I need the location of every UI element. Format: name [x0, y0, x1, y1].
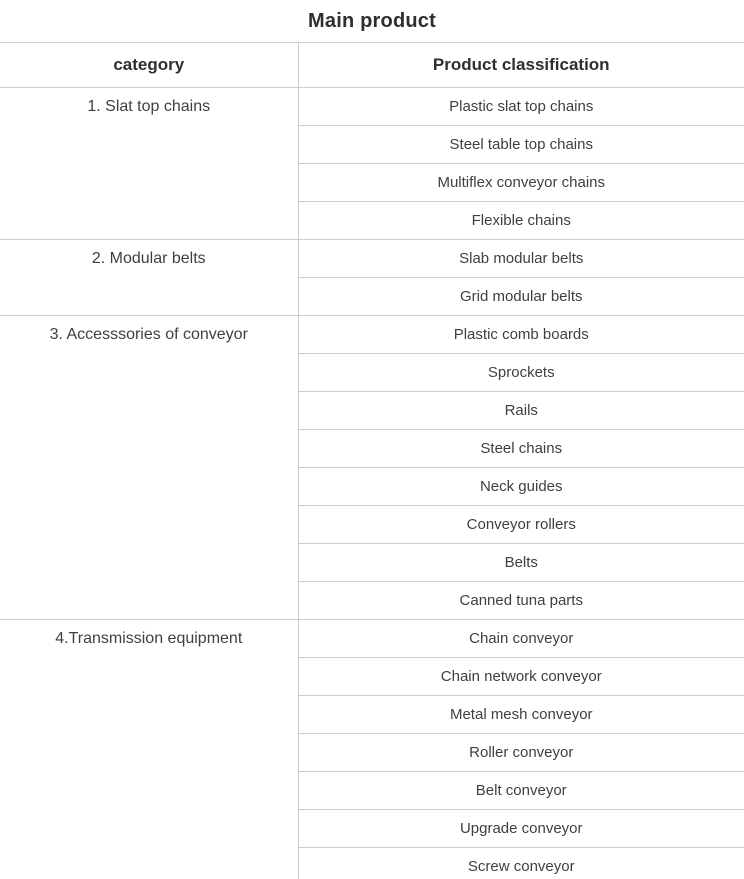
- classification-cell: Chain conveyor: [298, 620, 744, 658]
- table-row: [0, 316, 744, 354]
- category-cell: 2. Modular belts: [0, 240, 298, 316]
- table-row: [0, 240, 744, 278]
- classification-cell: Belts: [298, 544, 744, 582]
- classification-cell: Steel chains: [298, 430, 744, 468]
- classification-cell: Plastic comb boards: [298, 316, 744, 354]
- column-header-category: category: [0, 43, 298, 88]
- header-row: [0, 43, 744, 88]
- product-table: [0, 42, 744, 879]
- classification-cell: Grid modular belts: [298, 278, 744, 316]
- page-title: Main product: [308, 9, 436, 32]
- classification-cell: Roller conveyor: [298, 734, 744, 772]
- table-row: [0, 620, 744, 658]
- classification-cell: Belt conveyor: [298, 772, 744, 810]
- classification-cell: Steel table top chains: [298, 126, 744, 164]
- category-cell: 3. Accesssories of conveyor: [0, 316, 298, 620]
- classification-cell: Canned tuna parts: [298, 582, 744, 620]
- classification-cell: Flexible chains: [298, 202, 744, 240]
- classification-cell: Multiflex conveyor chains: [298, 164, 744, 202]
- classification-cell: Upgrade conveyor: [298, 810, 744, 848]
- classification-cell: Metal mesh conveyor: [298, 696, 744, 734]
- category-cell: 1. Slat top chains: [0, 88, 298, 240]
- column-header-classification: Product classification: [298, 43, 744, 88]
- classification-cell: Slab modular belts: [298, 240, 744, 278]
- classification-cell: Neck guides: [298, 468, 744, 506]
- classification-cell: Screw conveyor: [298, 848, 744, 879]
- classification-cell: Plastic slat top chains: [298, 88, 744, 126]
- classification-cell: Conveyor rollers: [298, 506, 744, 544]
- classification-cell: Sprockets: [298, 354, 744, 392]
- classification-cell: Rails: [298, 392, 744, 430]
- classification-cell: Chain network conveyor: [298, 658, 744, 696]
- category-cell: 4.Transmission equipment: [0, 620, 298, 879]
- table-row: [0, 88, 744, 126]
